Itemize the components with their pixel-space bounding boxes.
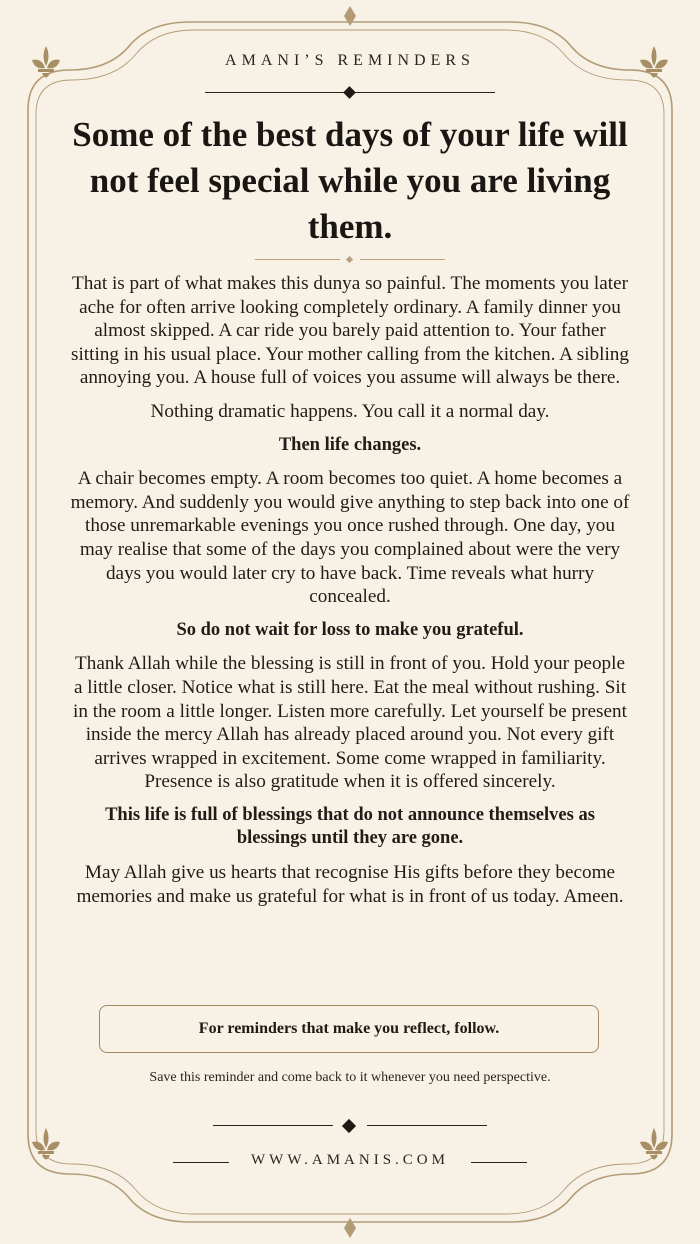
body-paragraph: Nothing dramatic happens. You call it a normal day. xyxy=(150,400,550,422)
diamond-divider-icon xyxy=(343,86,356,99)
body-paragraph: May Allah give us hearts that recognise His gifts before they become memories and make us grateful for what is in front of us today. Ameen. xyxy=(76,862,624,907)
brand-title: AMANI’S REMINDERS xyxy=(225,52,475,69)
headline: Some of the best days of your life will not feel special while you are living them. xyxy=(72,115,628,246)
emphasis-line: This life is full of blessings that do not announce themselves as blessings until they are gone. xyxy=(105,804,595,849)
diamond-divider-icon xyxy=(342,1119,356,1133)
fleur-de-lis-icon xyxy=(632,42,676,86)
body-paragraph: That is part of what makes this dunya so painful. The moments you later ache for often arrive looking completely ordinary. A family dinner you almost skipped. A car ride you barely paid attention to. Your father sitting in his usual place. Your mother calling from the kitchen. A sibling annoying you. A house full of voices you assume will always be there. xyxy=(71,273,629,389)
brand-divider xyxy=(70,88,630,98)
fleur-de-lis-icon xyxy=(24,42,68,86)
save-note: Save this reminder and come back to it whenever you need perspective. xyxy=(149,1070,551,1085)
footer-divider xyxy=(70,1120,630,1132)
emphasis-line: So do not wait for loss to make you grateful. xyxy=(176,619,524,640)
headline-divider xyxy=(70,256,630,264)
body-paragraph: A chair becomes empty. A room becomes too quiet. A home becomes a memory. And suddenly you would give anything to step back into one of those unremarkable evenings you once rushed through. One day, you may realise that some of the days you complained about were the very days you would later cry to have back. Time reveals what hurry concealed. xyxy=(70,468,630,608)
body-paragraph: Thank Allah while the blessing is still in front of you. Hold your people a little closer. Notice what is still here. Eat the meal without rushing. Sit in the room a little longer. Listen more carefully. Let yourself be present inside the mercy Allah has already placed around you. Not every gift arrives wrapped in excitement. Some come wrapped in familiarity. Presence is also gratitude when it is offered sincerely. xyxy=(73,653,627,793)
fleur-de-lis-icon xyxy=(632,1124,676,1168)
reminder-body xyxy=(70,272,630,918)
fleur-de-lis-icon xyxy=(24,1124,68,1168)
website-link[interactable]: WWW.AMANIS.COM xyxy=(251,1152,449,1168)
website-rule-right xyxy=(471,1162,527,1163)
follow-cta-button[interactable]: For reminders that make you reflect, follow. xyxy=(99,1005,599,1053)
diamond-divider-icon xyxy=(346,256,353,263)
emphasis-line: Then life changes. xyxy=(278,434,422,455)
